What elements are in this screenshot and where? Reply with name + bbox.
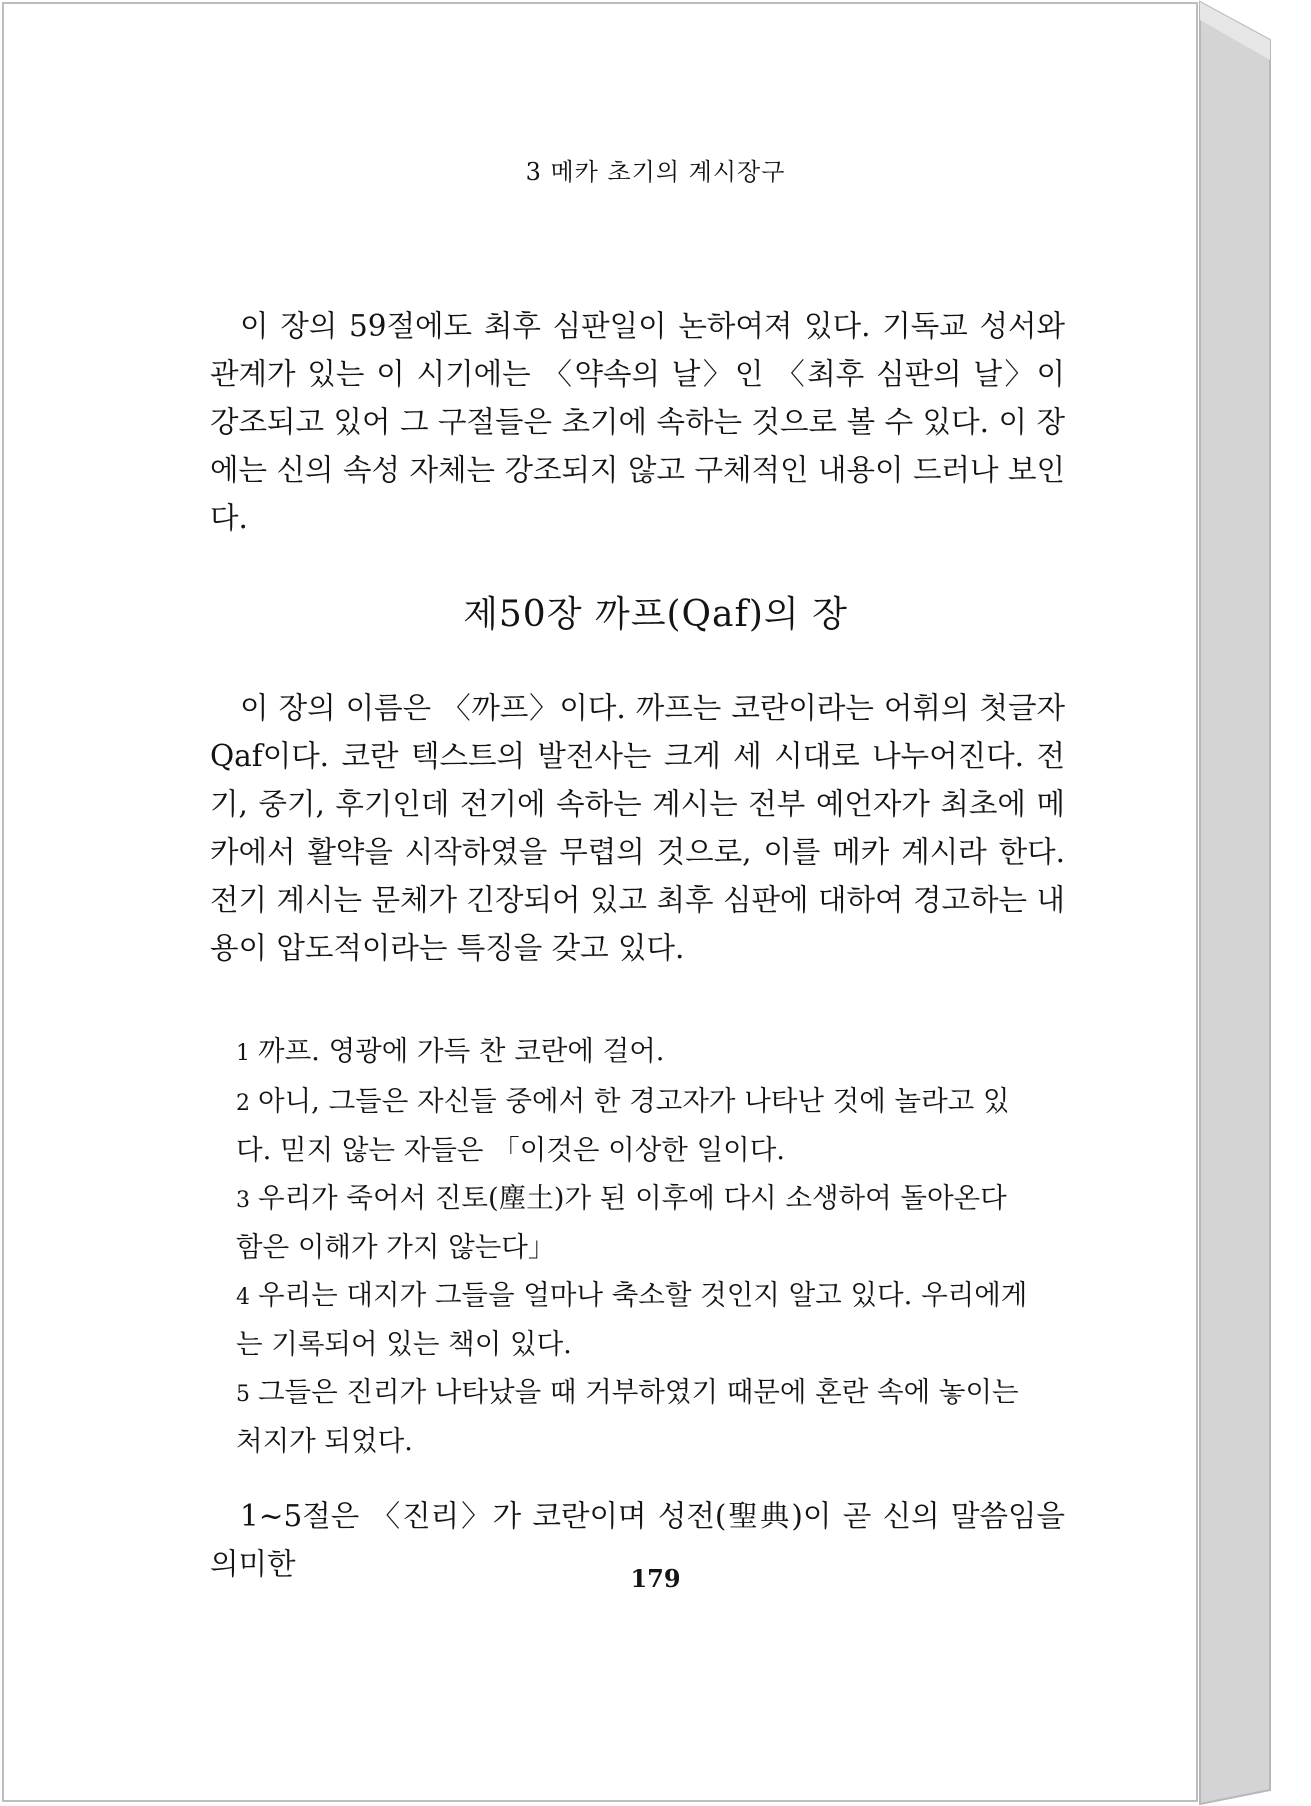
verse-5 <box>236 1369 1036 1466</box>
running-head: 3 메카 초기의 계시장구 <box>525 158 786 186</box>
verse-number: 4 <box>236 1284 250 1310</box>
verse-number: 2 <box>236 1090 250 1116</box>
verse-number: 5 <box>236 1381 250 1407</box>
verse-list <box>236 1028 1036 1466</box>
verse-text: 그들은 진리가 나타났을 때 거부하였기 때문에 혼란 속에 놓이는 처지가 되었다. <box>236 1375 1019 1457</box>
verse-number: 1 <box>236 1041 250 1066</box>
verse-text: 우리는 대지가 그들을 얼마나 축소할 것인지 알고 있다. 우리에게는 기록되어 있는 책이 있다. <box>236 1278 1028 1360</box>
chapter-title: 제50장 까프(Qaf)의 장 <box>463 594 848 635</box>
chapter-section <box>210 684 1065 972</box>
verse-text: 아니, 그들은 자신들 중에서 한 경고자가 나타난 것에 놀라고 있다. 믿지 않는 자들은 「이것은 이상한 일이다. <box>236 1084 1010 1166</box>
commentary-line: 1~5절은 〈진리〉가 코란이며 성전(聖典)이 곧 신의 말씀임을 의미한 <box>210 1499 1065 1581</box>
intro-section <box>210 302 1065 542</box>
chapter-paragraph: 이 장의 이름은 〈까프〉이다. 까프는 코란이라는 어휘의 첫글자 Qaf이다. 코란 텍스트의 발전사는 크게 세 시대로 나누어진다. 전기, 중기, 후기인데 전기에 속하는 계시는 전부 예언자가 최초에 메카에서 활약을 시작하였을 무렵의 것으로, 이를 메카 계시라 한다. 전기 계시는 문체가 긴장되어 있고 최후 심판에 대하여 경고하는 내용이 압도적이라는 특징을 갖고 있다. <box>210 691 1065 965</box>
verse-4 <box>236 1272 1036 1369</box>
verse-number: 3 <box>236 1187 250 1213</box>
verse-2 <box>236 1078 1036 1175</box>
verse-text: 까프. 영광에 가득 찬 코란에 걸어. <box>258 1035 665 1067</box>
verse-1 <box>236 1028 1036 1078</box>
verse-text: 우리가 죽어서 진토(塵土)가 된 이후에 다시 소생하여 돌아온다 함은 이해가 가지 않는다」 <box>236 1181 1007 1263</box>
page-number: 179 <box>630 1564 681 1593</box>
intro-paragraph: 이 장의 59절에도 최후 심판일이 논하여져 있다. 기독교 성서와 관계가 있는 이 시기에는 〈약속의 날〉인 〈최후 심판의 날〉이 강조되고 있어 그 구절들은 초기에 속하는 것으로 볼 수 있다. 이 장에는 신의 속성 자체는 강조되지 않고 구체적인 내용이 드러나 보인다. <box>210 309 1065 535</box>
verse-3 <box>236 1175 1036 1272</box>
